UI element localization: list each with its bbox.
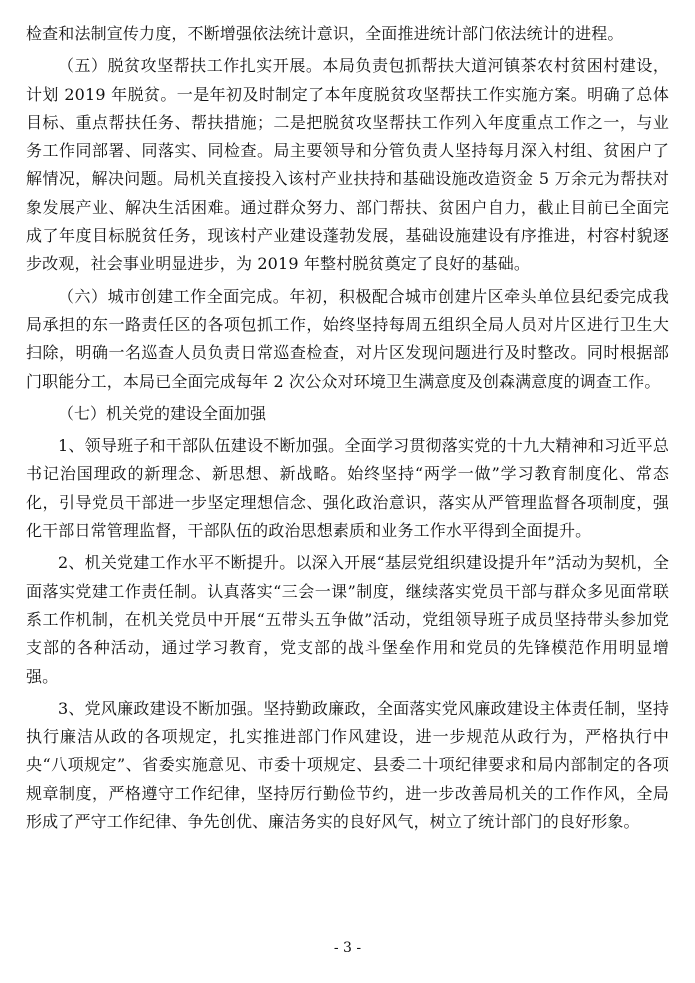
- paragraph-text: 全面学习贯彻落实党的十九大精神和习近平总书记治国理政的新理念、新思想、新战略。始终坚持“两学一做”学习教育制度化、常态化，引导党员干部进一步坚定理想信念、强化政治意识，落实从严管理监督各项制度，强化干部日常管理监督，干部队伍的政治思想素质和业务工作水平得到全面提升。: [26, 436, 669, 541]
- paragraph-text: 以深入开展“基层党组织建设提升年”活动为契机，全面落实党建工作责任制。认真落实“三会一课”制度，继续落实党员干部与群众多见面常联系工作机制，在机关党员中开展“五带头五争做”活动，党组领导班子成员坚持带头参加党支部的各种活动，通过学习教育，党支部的战斗堡垒作用和党员的先锋模范作用明显增强。: [26, 553, 669, 686]
- paragraph-leadership-building: [26, 432, 669, 545]
- paragraph-lead: 3、党风廉政建设不断加强。: [58, 698, 264, 718]
- page-number: - 3 -: [333, 940, 362, 956]
- paragraph-city-creation: [26, 283, 669, 396]
- paragraph-text: 本局负责包抓帮扶大道河镇茶农村贫困村建设，计划 2019 年脱贫。一是年初及时制定了本年度脱贫攻坚帮扶工作实施方案。明确了总体目标、重点帮扶任务、帮扶措施；二是把脱贫攻坚帮扶工作列入年度重点工作之一，与业务工作同部署、同落实、同检查。局主要领导和分管负责人坚持每月深入村组、贫困户了解情况，解决问题。局机关直接投入该村产业扶持和基础设施改造资金 5 万余元为帮扶对象发展产业、解决生活困难。通过群众努力、部门帮扶、贫困户自力，截止目前已全面完成了年度目标脱贫任务，现该村产业建设蓬勃发展，基础设施建设有序推进，村容村貌逐步改观，社会事业明显进步，为 2019 年整村脱贫奠定了良好的基础。: [26, 56, 669, 274]
- paragraph-text: 坚持勤政廉政，全面落实党风廉政建设主体责任制，坚持执行廉洁从政的各项规定，扎实推进部门作风建设，进一步规范从政行为，严格执行中央“八项规定”、省委实施意见、市委十项规定、县委二十项纪律要求和局内部制定的各项规章制度，严格遵守工作纪律，坚持厉行勤俭节约，进一步改善局机关的工作作风，全局形成了严守工作纪律、争先创优、廉洁务实的良好风气，树立了统计部门的良好形象。: [26, 698, 669, 832]
- paragraph-text: 检查和法制宣传力度，不断增强依法统计意识，全面推进统计部门依法统计的进程。: [26, 24, 624, 43]
- paragraph-lead: （五）脱贫攻坚帮扶工作扎实开展。: [58, 56, 323, 76]
- document-page: [26, 20, 669, 840]
- paragraph-lead: （六）城市创建工作全面完成。: [58, 286, 290, 306]
- paragraph-party-building: [26, 549, 669, 690]
- paragraph-poverty-alleviation: [26, 52, 669, 278]
- paragraph-text: 年初，积极配合城市创建片区牵头单位县纪委完成我局承担的东一路责任区的各项包抓工作，始终坚持每周五组织全局人员对片区进行卫生大扫除，明确一名巡查人员负责日常巡查检查，对片区发现问题进行及时整改。同时根据部门职能分工，本局已全面完成每年 2 次公众对环境卫生满意度及创森满意度的调查工作。: [26, 286, 669, 391]
- paragraph-continuation: [26, 20, 669, 48]
- paragraph-lead: 1、领导班子和干部队伍建设不断加强。: [58, 436, 345, 456]
- paragraph-integrity-building: [26, 695, 669, 836]
- paragraph-lead: 2、机关党建工作水平不断提升。: [58, 553, 296, 573]
- section-heading: （七）机关党的建设全面加强: [58, 403, 267, 423]
